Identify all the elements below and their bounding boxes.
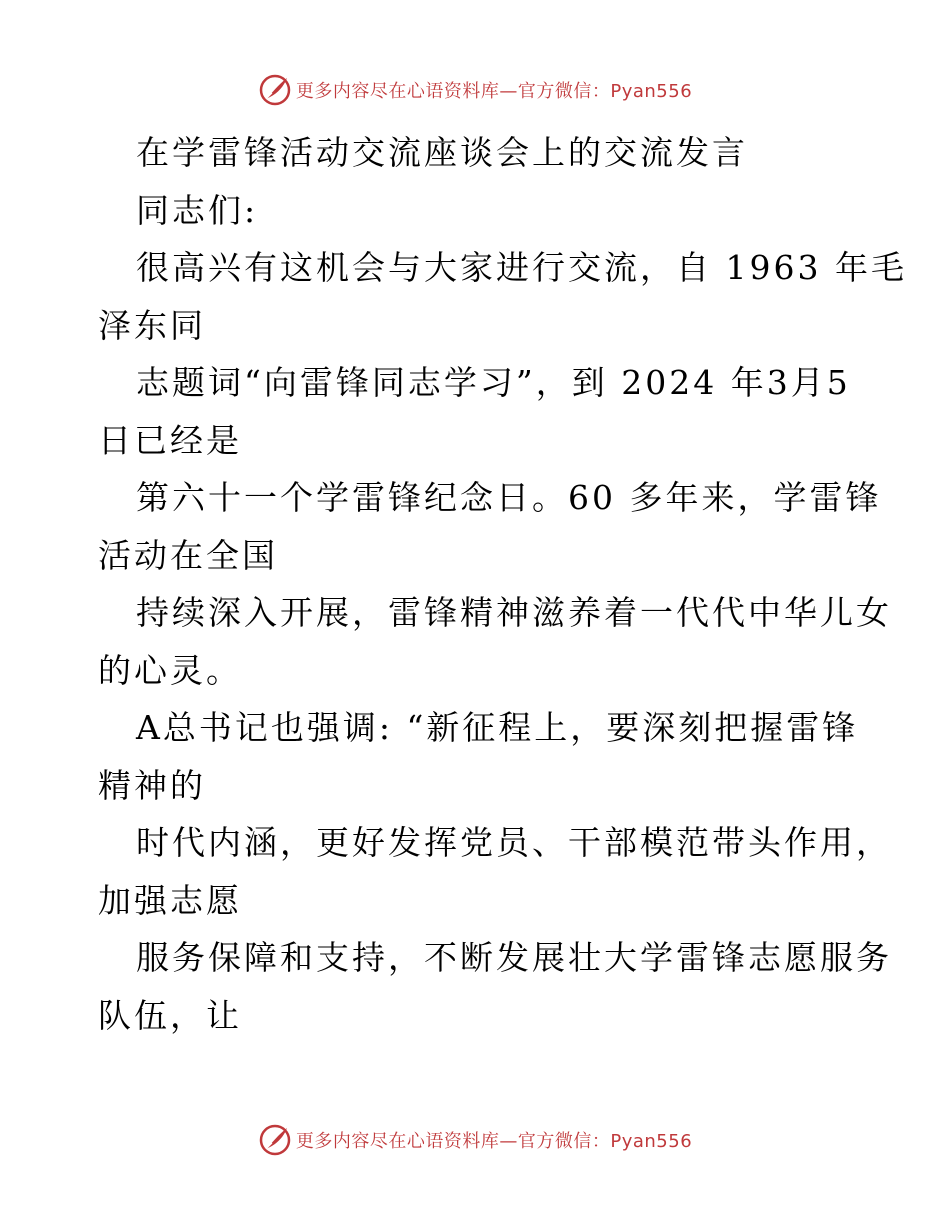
text-line: 时代内涵，更好发挥党员、干部模范带头作用， [136, 823, 892, 862]
text-line: 加强志愿 [98, 880, 242, 920]
text-line: 志题词“向雷锋同志学习”，到 2024 年3月5 [136, 363, 851, 402]
header-banner [0, 70, 950, 110]
text-line: 持续深入开展，雷锋精神滋养着一代代中华儿女 [136, 593, 892, 632]
quill-pen-logo-icon [258, 1123, 292, 1157]
quill-pen-logo-icon [258, 73, 292, 107]
document-body [98, 124, 907, 1044]
footer-banner [0, 1120, 950, 1160]
text-line: 的心灵。 [98, 650, 242, 690]
text-line: 泽东同 [98, 305, 206, 345]
text-line: 日已经是 [98, 420, 242, 460]
text-line: 第六十一个学雷锋纪念日。60 多年来，学雷锋 [136, 478, 882, 517]
text-line: 精神的 [98, 765, 206, 805]
banner-text: 更多内容尽在心语资料库—官方微信：Pyan556 [295, 81, 693, 102]
text-line: 活动在全国 [98, 535, 278, 575]
text-line: A总书记也强调: “新征程上，要深刻把握雷锋 [136, 708, 859, 747]
text-line: 队伍，让 [98, 995, 242, 1035]
text-line: 很高兴有这机会与大家进行交流，自 1963 年毛 [136, 248, 907, 287]
text-line: 同志们: [136, 190, 259, 230]
text-line: 在学雷锋活动交流座谈会上的交流发言 [136, 133, 748, 172]
banner-text: 更多内容尽在心语资料库—官方微信：Pyan556 [295, 1131, 693, 1152]
text-line: 服务保障和支持，不断发展壮大学雷锋志愿服务 [136, 938, 892, 977]
